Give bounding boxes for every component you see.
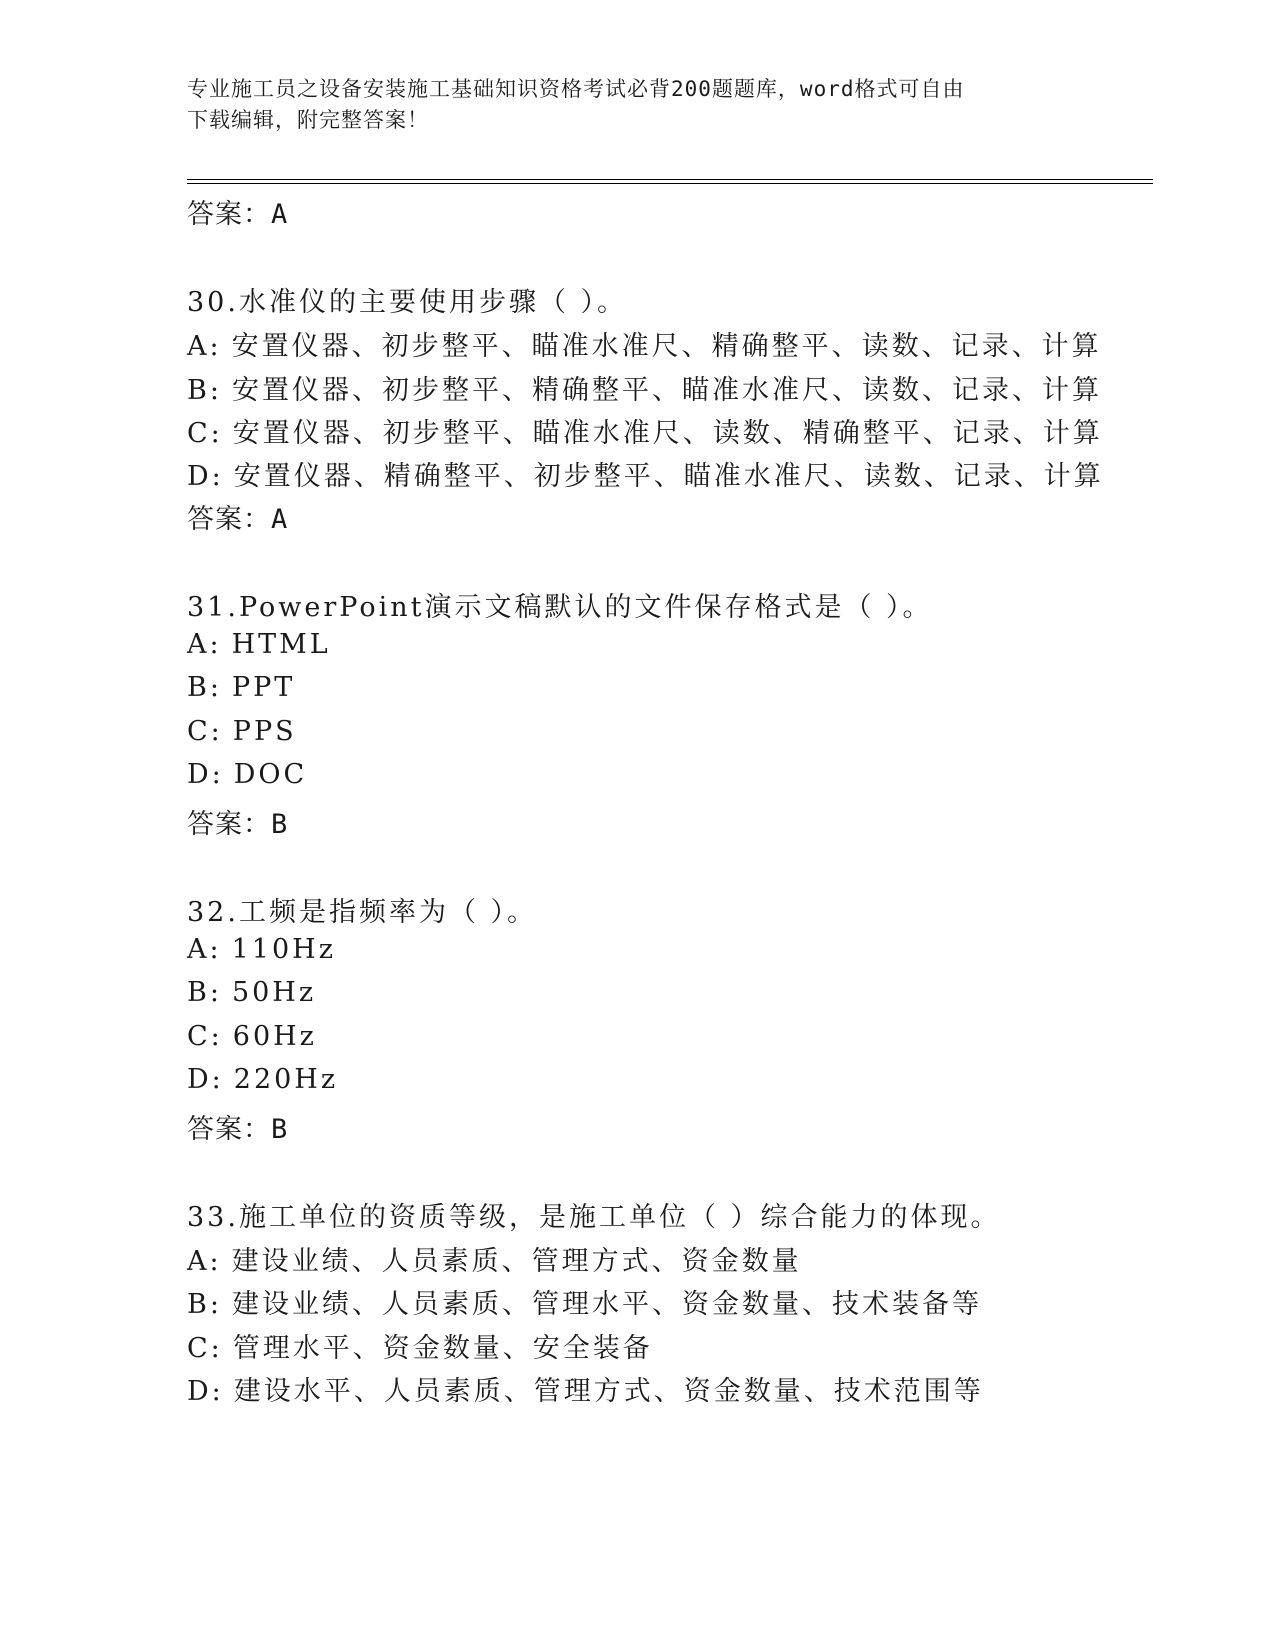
question-option	[187, 411, 1103, 450]
question-stem: 31.PowerPoint演示文稿默认的文件保存格式是（ ）。	[187, 592, 933, 623]
option-separator: :	[209, 629, 222, 660]
option-text: 建设水平、人员素质、管理方式、资金数量、技术范围等	[233, 1376, 984, 1407]
option-separator: :	[210, 1333, 223, 1364]
option-separator: :	[211, 1064, 224, 1095]
question-stem: 32.工频是指频率为（ ）。	[187, 897, 538, 928]
option-letter: B	[187, 1289, 210, 1320]
option-letter: B	[187, 977, 210, 1008]
option-letter: B	[187, 672, 210, 703]
option-separator: :	[211, 759, 224, 790]
option-separator: :	[209, 672, 222, 703]
question-option	[187, 324, 1102, 363]
question-option	[187, 759, 307, 790]
option-separator: :	[209, 1289, 222, 1320]
header-line-1: 专业施工员之设备安装施工基础知识资格考试必背200题题库，word格式可自由	[187, 77, 965, 101]
question-option	[187, 368, 1102, 407]
option-letter: A	[187, 629, 210, 660]
option-separator: :	[209, 934, 222, 965]
option-text: PPT	[231, 672, 296, 703]
question-option	[187, 1326, 653, 1365]
answer-line	[187, 802, 288, 841]
option-letter: D	[187, 1064, 212, 1095]
answer-value: B	[271, 809, 289, 840]
answer-value: B	[271, 1114, 289, 1145]
option-text: 110Hz	[231, 934, 336, 965]
option-separator: :	[211, 1376, 224, 1407]
answer-label: 答案：	[187, 809, 271, 840]
option-text: 建设业绩、人员素质、管理水平、资金数量、技术装备等	[231, 1289, 982, 1320]
question-option	[187, 1239, 802, 1278]
answer-line	[187, 192, 288, 231]
answer-label: 答案：	[187, 1114, 271, 1145]
option-separator: :	[209, 331, 222, 362]
option-separator: :	[210, 716, 223, 747]
answer-label: 答案：	[187, 199, 271, 230]
option-separator: :	[210, 418, 223, 449]
option-text: 管理水平、资金数量、安全装备	[232, 1333, 653, 1364]
header-rule-bottom	[187, 183, 1153, 184]
question-stem: 33.施工单位的资质等级，是施工单位（ ）综合能力的体现。	[187, 1202, 1001, 1233]
option-letter: C	[187, 716, 211, 747]
option-separator: :	[211, 461, 224, 492]
option-letter: A	[187, 331, 210, 362]
option-letter: A	[187, 934, 210, 965]
option-letter: D	[187, 1376, 212, 1407]
option-text: DOC	[233, 759, 308, 790]
option-text: 220Hz	[233, 1064, 339, 1095]
answer-value: A	[271, 504, 289, 535]
question-option	[187, 977, 316, 1008]
option-letter: C	[187, 1333, 211, 1364]
header-line-2: 下载编辑，附完整答案！	[187, 108, 429, 132]
answer-label: 答案：	[187, 504, 271, 535]
question-option	[187, 1064, 338, 1095]
answer-value: A	[271, 199, 289, 230]
question-option	[187, 934, 336, 965]
option-letter: C	[187, 418, 211, 449]
option-text: 60Hz	[232, 1021, 317, 1052]
option-letter: C	[187, 1021, 211, 1052]
option-separator: :	[210, 1021, 223, 1052]
question-option	[187, 672, 295, 703]
option-text: 安置仪器、初步整平、瞄准水准尺、精确整平、读数、记录、计算	[231, 331, 1102, 362]
answer-line	[187, 497, 288, 536]
header-rule-top	[187, 179, 1153, 180]
option-letter: A	[187, 1246, 210, 1277]
question-option	[187, 1282, 982, 1321]
option-text: HTML	[231, 629, 331, 660]
question-option	[187, 716, 297, 747]
option-letter: D	[187, 461, 212, 492]
option-text: 建设业绩、人员素质、管理方式、资金数量	[231, 1246, 802, 1277]
option-letter: B	[187, 375, 210, 406]
question-option	[187, 454, 1104, 493]
option-text: 安置仪器、初步整平、瞄准水准尺、读数、精确整平、记录、计算	[232, 418, 1103, 449]
option-text: 安置仪器、精确整平、初步整平、瞄准水准尺、读数、记录、计算	[233, 461, 1104, 492]
option-letter: D	[187, 759, 212, 790]
option-text: PPS	[232, 716, 297, 747]
option-text: 50Hz	[231, 977, 317, 1008]
option-separator: :	[209, 375, 222, 406]
option-text: 安置仪器、初步整平、精确整平、瞄准水准尺、读数、记录、计算	[231, 375, 1102, 406]
question-option	[187, 1021, 317, 1052]
option-separator: :	[209, 977, 222, 1008]
question-option	[187, 1369, 984, 1408]
option-separator: :	[209, 1246, 222, 1277]
answer-line	[187, 1107, 288, 1146]
page-header	[187, 74, 1087, 136]
question-option	[187, 629, 331, 660]
question-stem: 30.水准仪的主要使用步骤（ ）。	[187, 287, 628, 318]
